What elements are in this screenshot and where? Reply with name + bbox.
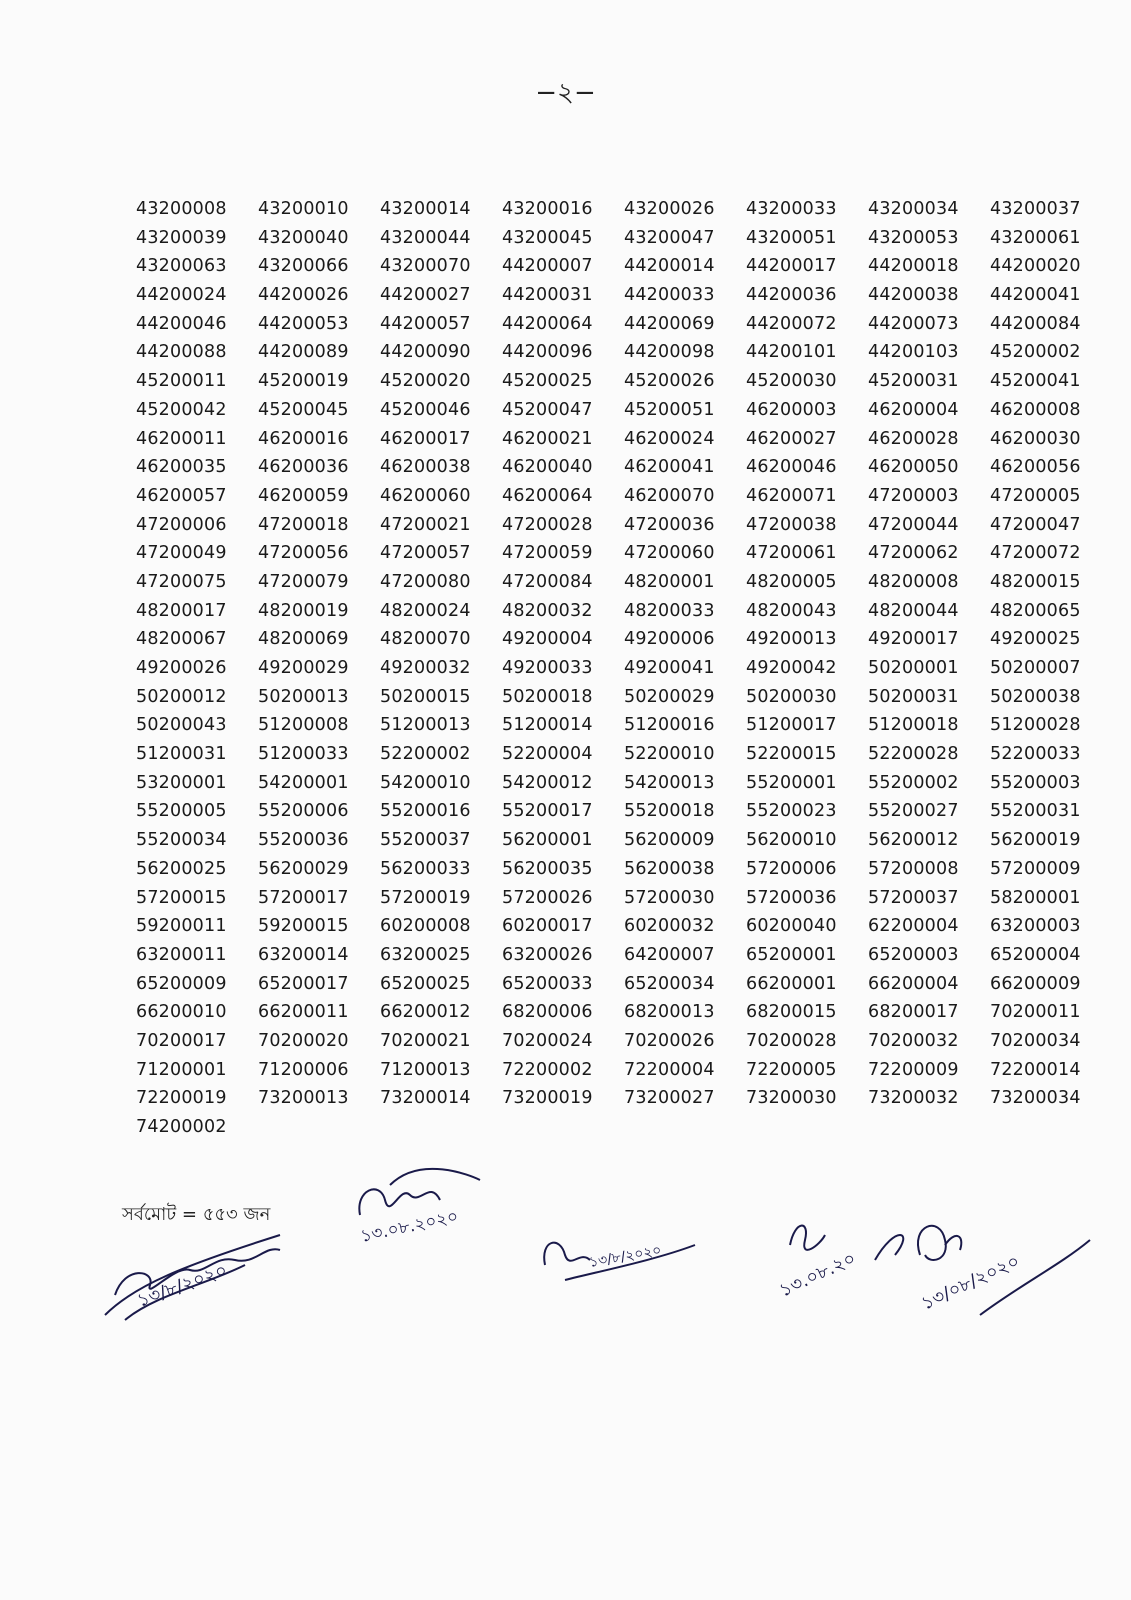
roll-number: 45200020 (380, 371, 471, 392)
roll-number: 46200071 (746, 485, 837, 506)
roll-number: 63200003 (990, 916, 1081, 937)
roll-number: 50200007 (990, 658, 1081, 678)
roll-number: 46200060 (380, 485, 471, 506)
roll-number: 57200037 (868, 887, 959, 908)
roll-number: 44200057 (380, 313, 471, 334)
roll-number: 44200098 (624, 342, 715, 363)
roll-number: 70200026 (624, 1030, 715, 1051)
roll-number: 46200038 (380, 457, 471, 478)
roll-number: 43200051 (746, 227, 837, 248)
roll-number: 48200024 (380, 600, 471, 621)
roll-number: 46200070 (624, 485, 715, 506)
roll-number: 43200010 (258, 199, 349, 219)
roll-number: 68200015 (746, 1002, 837, 1023)
roll-number: 74200002 (136, 1117, 227, 1137)
roll-number: 53200001 (136, 772, 227, 793)
roll-number: 43200070 (380, 256, 471, 277)
roll-number: 65200033 (502, 973, 593, 994)
page-number: −২− (535, 78, 596, 108)
roll-number: 49200041 (624, 658, 715, 678)
roll-number: 43200016 (502, 199, 593, 219)
roll-number: 59200011 (136, 916, 227, 937)
roll-number: 72200002 (502, 1059, 593, 1080)
roll-number: 48200019 (258, 600, 349, 621)
roll-number: 44200073 (868, 313, 959, 334)
roll-number: 44200014 (624, 256, 715, 277)
roll-number: 46200059 (258, 485, 349, 506)
roll-number: 52200015 (746, 744, 837, 765)
roll-number: 70200017 (136, 1030, 227, 1051)
roll-number: 48200044 (868, 600, 959, 621)
roll-number: 47200080 (380, 571, 471, 592)
roll-number: 47200003 (868, 485, 959, 506)
roll-number: 56200009 (624, 830, 715, 851)
roll-number: 47200059 (502, 543, 593, 564)
roll-number: 48200001 (624, 571, 715, 592)
roll-number: 56200035 (502, 858, 593, 879)
roll-number: 44200096 (502, 342, 593, 363)
roll-number: 48200067 (136, 629, 227, 650)
roll-number: 54200012 (502, 772, 593, 793)
roll-number: 58200001 (990, 887, 1081, 908)
roll-number: 70200028 (746, 1030, 837, 1051)
svg-text:১৩/৮/২০২০: ১৩/৮/২০২০ (587, 1242, 663, 1271)
roll-number: 55200016 (380, 801, 471, 822)
roll-number: 57200006 (746, 858, 837, 879)
roll-number: 54200010 (380, 772, 471, 793)
roll-number: 45200002 (990, 342, 1081, 363)
roll-number: 50200029 (624, 686, 715, 707)
roll-number: 45200042 (136, 399, 227, 420)
roll-number: 59200015 (258, 916, 349, 937)
roll-number: 50200031 (868, 686, 959, 707)
roll-number: 66200001 (746, 973, 837, 994)
roll-number: 43200053 (868, 227, 959, 248)
roll-number: 51200013 (380, 715, 471, 736)
roll-number: 47200005 (990, 485, 1081, 506)
signature-3 (535, 1225, 705, 1295)
roll-number: 46200057 (136, 485, 227, 506)
roll-number: 46200003 (746, 399, 837, 420)
roll-number: 46200021 (502, 428, 593, 449)
roll-number: 73200013 (258, 1088, 349, 1109)
svg-text:১৩/৮/২০২০: ১৩/৮/২০২০ (134, 1259, 231, 1312)
roll-number: 55200027 (868, 801, 959, 822)
roll-number: 46200028 (868, 428, 959, 449)
roll-number: 54200013 (624, 772, 715, 793)
roll-number: 68200017 (868, 1002, 959, 1023)
roll-number: 52200033 (990, 744, 1081, 765)
roll-number: 47200079 (258, 571, 349, 592)
roll-number: 72200009 (868, 1059, 959, 1080)
roll-number: 44200020 (990, 256, 1081, 277)
roll-number: 43200061 (990, 227, 1081, 248)
roll-number: 44200064 (502, 313, 593, 334)
total-count: সর্বমোট = ৫৫৩ জন (122, 1204, 271, 1225)
roll-number: 68200006 (502, 1002, 593, 1023)
roll-number: 66200009 (990, 973, 1081, 994)
roll-number: 45200046 (380, 399, 471, 420)
roll-number: 44200041 (990, 285, 1081, 306)
roll-number: 64200007 (624, 944, 715, 965)
roll-number: 49200017 (868, 629, 959, 650)
roll-number: 46200035 (136, 457, 227, 478)
roll-number: 44200024 (136, 285, 227, 306)
roll-number: 44200072 (746, 313, 837, 334)
roll-number: 43200033 (746, 199, 837, 219)
roll-number: 55200031 (990, 801, 1081, 822)
roll-number: 57200017 (258, 887, 349, 908)
roll-number: 44200084 (990, 313, 1081, 334)
roll-number: 44200089 (258, 342, 349, 363)
roll-number: 56200025 (136, 858, 227, 879)
signature-5 (900, 1215, 1100, 1325)
roll-number: 63200011 (136, 944, 227, 965)
roll-number: 55200006 (258, 801, 349, 822)
roll-number: 52200010 (624, 744, 715, 765)
roll-number: 51200017 (746, 715, 837, 736)
roll-number: 43200045 (502, 227, 593, 248)
roll-number: 49200006 (624, 629, 715, 650)
roll-number: 45200047 (502, 399, 593, 420)
roll-number: 44200036 (746, 285, 837, 306)
roll-number: 65200025 (380, 973, 471, 994)
roll-number: 43200039 (136, 227, 227, 248)
roll-number: 47200084 (502, 571, 593, 592)
roll-number: 48200065 (990, 600, 1081, 621)
roll-number: 46200008 (990, 399, 1081, 420)
roll-number: 70200034 (990, 1030, 1081, 1051)
roll-number: 43200063 (136, 256, 227, 277)
roll-number: 66200011 (258, 1002, 349, 1023)
roll-number: 46200036 (258, 457, 349, 478)
roll-number: 55200005 (136, 801, 227, 822)
roll-number: 65200034 (624, 973, 715, 994)
roll-number: 73200030 (746, 1088, 837, 1109)
roll-number: 48200005 (746, 571, 837, 592)
roll-number: 46200046 (746, 457, 837, 478)
roll-number: 65200001 (746, 944, 837, 965)
roll-number: 46200050 (868, 457, 959, 478)
roll-number: 65200004 (990, 944, 1081, 965)
roll-number: 44200038 (868, 285, 959, 306)
roll-number: 46200004 (868, 399, 959, 420)
roll-number: 49200013 (746, 629, 837, 650)
roll-number: 44200017 (746, 256, 837, 277)
roll-number: 45200026 (624, 371, 715, 392)
roll-number: 47200036 (624, 514, 715, 535)
roll-number: 47200028 (502, 514, 593, 535)
roll-number: 49200032 (380, 658, 471, 678)
roll-number: 55200003 (990, 772, 1081, 793)
roll-number: 56200038 (624, 858, 715, 879)
roll-number: 49200004 (502, 629, 593, 650)
roll-number: 47200049 (136, 543, 227, 564)
roll-number: 60200017 (502, 916, 593, 937)
roll-number: 56200033 (380, 858, 471, 879)
svg-text:১৩/০৮/২০২০: ১৩/০৮/২০২০ (918, 1250, 1023, 1315)
roll-number: 57200009 (990, 858, 1081, 879)
roll-number: 63200014 (258, 944, 349, 965)
roll-number: 45200011 (136, 371, 227, 392)
roll-number: 50200013 (258, 686, 349, 707)
roll-number: 49200033 (502, 658, 593, 678)
roll-number: 46200011 (136, 428, 227, 449)
roll-number: 63200026 (502, 944, 593, 965)
roll-number: 71200006 (258, 1059, 349, 1080)
roll-number: 51200014 (502, 715, 593, 736)
roll-number: 52200004 (502, 744, 593, 765)
roll-number: 62200004 (868, 916, 959, 937)
roll-number: 46200027 (746, 428, 837, 449)
roll-number: 47200062 (868, 543, 959, 564)
roll-number: 47200006 (136, 514, 227, 535)
roll-number: 43200014 (380, 199, 471, 219)
roll-number: 51200028 (990, 715, 1081, 736)
roll-number: 72200004 (624, 1059, 715, 1080)
roll-number: 49200029 (258, 658, 349, 678)
roll-number: 45200019 (258, 371, 349, 392)
svg-text:১৩.০৮.২০: ১৩.০৮.২০ (776, 1248, 860, 1302)
roll-number: 45200025 (502, 371, 593, 392)
roll-number: 47200018 (258, 514, 349, 535)
roll-number: 49200042 (746, 658, 837, 678)
svg-text:১৩.০৮.২০২০: ১৩.০৮.২০২০ (358, 1206, 461, 1247)
roll-number: 43200034 (868, 199, 959, 219)
roll-number: 44200007 (502, 256, 593, 277)
roll-number: 44200088 (136, 342, 227, 363)
roll-number: 71200001 (136, 1059, 227, 1080)
roll-number: 43200044 (380, 227, 471, 248)
roll-number: 56200001 (502, 830, 593, 851)
roll-number: 73200014 (380, 1088, 471, 1109)
roll-number: 52200002 (380, 744, 471, 765)
roll-number: 44200027 (380, 285, 471, 306)
roll-number: 47200061 (746, 543, 837, 564)
roll-number: 43200040 (258, 227, 349, 248)
roll-number: 48200015 (990, 571, 1081, 592)
roll-number: 50200038 (990, 686, 1081, 707)
roll-number: 72200019 (136, 1088, 227, 1109)
roll-number: 46200056 (990, 457, 1081, 478)
roll-number: 52200028 (868, 744, 959, 765)
roll-number: 66200004 (868, 973, 959, 994)
roll-number: 47200038 (746, 514, 837, 535)
roll-number: 44200031 (502, 285, 593, 306)
roll-number: 44200090 (380, 342, 471, 363)
roll-number: 50200043 (136, 715, 227, 736)
roll-number: 66200010 (136, 1002, 227, 1023)
roll-number: 46200030 (990, 428, 1081, 449)
roll-number: 73200034 (990, 1088, 1081, 1109)
roll-number: 72200005 (746, 1059, 837, 1080)
roll-number-grid (136, 195, 1086, 1142)
roll-number: 46200024 (624, 428, 715, 449)
roll-number: 73200027 (624, 1088, 715, 1109)
roll-number: 50200012 (136, 686, 227, 707)
roll-number: 68200013 (624, 1002, 715, 1023)
roll-number: 47200047 (990, 514, 1081, 535)
roll-number: 48200070 (380, 629, 471, 650)
roll-number: 57200026 (502, 887, 593, 908)
roll-number: 51200031 (136, 744, 227, 765)
roll-number: 70200021 (380, 1030, 471, 1051)
roll-number: 55200018 (624, 801, 715, 822)
roll-number: 47200072 (990, 543, 1081, 564)
roll-number: 47200060 (624, 543, 715, 564)
roll-number: 43200008 (136, 199, 227, 219)
roll-number: 43200026 (624, 199, 715, 219)
roll-number: 73200019 (502, 1088, 593, 1109)
roll-number: 46200064 (502, 485, 593, 506)
roll-number: 44200103 (868, 342, 959, 363)
roll-number: 55200017 (502, 801, 593, 822)
roll-number: 57200036 (746, 887, 837, 908)
roll-number: 70200032 (868, 1030, 959, 1051)
roll-number: 47200057 (380, 543, 471, 564)
roll-number: 65200009 (136, 973, 227, 994)
roll-number: 46200017 (380, 428, 471, 449)
roll-number: 50200015 (380, 686, 471, 707)
roll-number: 44200018 (868, 256, 959, 277)
roll-number: 46200016 (258, 428, 349, 449)
roll-number: 49200025 (990, 629, 1081, 650)
roll-number: 45200041 (990, 371, 1081, 392)
roll-number: 50200018 (502, 686, 593, 707)
roll-number: 47200021 (380, 514, 471, 535)
signature-1 (95, 1225, 295, 1325)
roll-number: 60200008 (380, 916, 471, 937)
roll-number: 65200017 (258, 973, 349, 994)
roll-number: 43200066 (258, 256, 349, 277)
roll-number: 45200030 (746, 371, 837, 392)
roll-number: 66200012 (380, 1002, 471, 1023)
roll-number: 57200008 (868, 858, 959, 879)
roll-number: 55200023 (746, 801, 837, 822)
roll-number: 44200046 (136, 313, 227, 334)
roll-number: 57200019 (380, 887, 471, 908)
roll-number: 57200015 (136, 887, 227, 908)
roll-number: 47200044 (868, 514, 959, 535)
roll-number: 48200043 (746, 600, 837, 621)
roll-number: 55200001 (746, 772, 837, 793)
roll-number: 65200003 (868, 944, 959, 965)
roll-number: 45200031 (868, 371, 959, 392)
signature-2 (350, 1170, 540, 1250)
roll-number: 51200018 (868, 715, 959, 736)
roll-number: 55200034 (136, 830, 227, 851)
roll-number: 43200037 (990, 199, 1081, 219)
roll-number: 56200012 (868, 830, 959, 851)
roll-number: 48200032 (502, 600, 593, 621)
roll-number: 47200075 (136, 571, 227, 592)
roll-number: 46200040 (502, 457, 593, 478)
roll-number: 44200101 (746, 342, 837, 363)
roll-number: 55200002 (868, 772, 959, 793)
roll-number: 56200019 (990, 830, 1081, 851)
roll-number: 51200016 (624, 715, 715, 736)
roll-number: 57200030 (624, 887, 715, 908)
roll-number: 60200032 (624, 916, 715, 937)
roll-number: 73200032 (868, 1088, 959, 1109)
roll-number: 50200030 (746, 686, 837, 707)
roll-number: 56200029 (258, 858, 349, 879)
roll-number: 45200045 (258, 399, 349, 420)
roll-number: 55200037 (380, 830, 471, 851)
roll-number: 51200033 (258, 744, 349, 765)
roll-number: 45200051 (624, 399, 715, 420)
roll-number: 49200026 (136, 658, 227, 678)
roll-number: 70200011 (990, 1002, 1081, 1023)
roll-number: 48200069 (258, 629, 349, 650)
roll-number: 47200056 (258, 543, 349, 564)
roll-number: 48200008 (868, 571, 959, 592)
roll-number: 48200017 (136, 600, 227, 621)
roll-number: 51200008 (258, 715, 349, 736)
roll-number: 72200014 (990, 1059, 1081, 1080)
roll-number: 44200026 (258, 285, 349, 306)
roll-number: 60200040 (746, 916, 837, 937)
roll-number: 43200047 (624, 227, 715, 248)
roll-number: 70200024 (502, 1030, 593, 1051)
roll-number: 70200020 (258, 1030, 349, 1051)
roll-number: 55200036 (258, 830, 349, 851)
roll-number: 44200033 (624, 285, 715, 306)
roll-number: 71200013 (380, 1059, 471, 1080)
roll-number: 44200053 (258, 313, 349, 334)
roll-number: 56200010 (746, 830, 837, 851)
roll-number: 48200033 (624, 600, 715, 621)
roll-number: 44200069 (624, 313, 715, 334)
roll-number: 50200001 (868, 658, 959, 678)
roll-number: 54200001 (258, 772, 349, 793)
roll-number: 46200041 (624, 457, 715, 478)
roll-number: 63200025 (380, 944, 471, 965)
